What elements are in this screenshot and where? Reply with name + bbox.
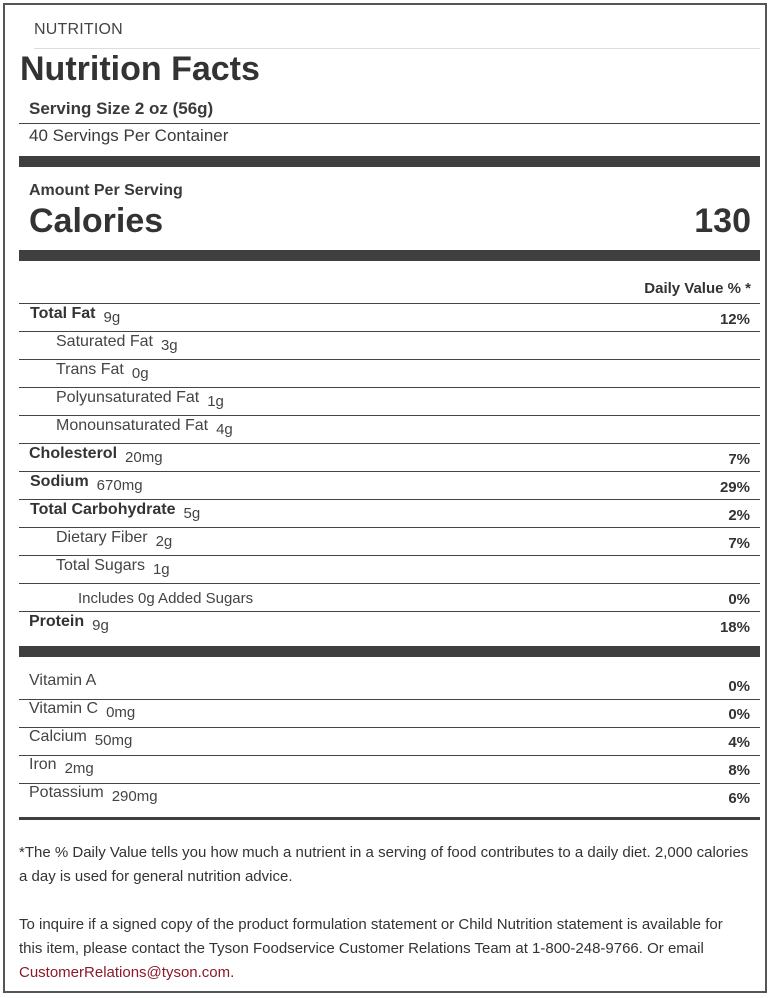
nutrient-row-added-sugars [19,584,760,612]
nutrient-dv: 18% [719,619,750,636]
serving-size: Serving Size 2 oz (56g) [29,99,214,118]
nutrient-row-monounsaturated-fat [19,416,760,444]
vitamin-label: Iron 2mg [29,756,94,777]
vitamin-row-vitamin-a [19,671,760,699]
amount-per-serving-label: Amount Per Serving [29,182,183,199]
nutrient-row-sodium [19,472,760,500]
nutrient-label: Saturated Fat 3g [56,333,178,354]
nutrient-row-total-sugars [19,556,760,584]
nutrient-dv: 12% [719,311,750,328]
nutrient-label: Protein 9g [29,613,109,634]
nutrient-row-polyunsaturated-fat [19,388,760,416]
vitamin-dv: 8% [728,762,750,779]
nutrient-label: Polyunsaturated Fat 1g [56,389,224,410]
nutrient-row-dietary-fiber [19,528,760,556]
nutrient-label: Cholesterol 20mg [29,445,163,466]
nutrient-dv: 2% [728,507,750,524]
page-title: Nutrition Facts [20,50,260,88]
nutrient-row-saturated-fat [19,332,760,360]
inquiry-footnote: To inquire if a signed copy of the product formulation statement or Child Nutrition statement is available for this item, please contact the Tyson Foodservice Customer Relations Team at 1-800-248-9766. Or email CustomerRelations@tyson.com. [19,916,723,981]
nutrient-label: Total Carbohydrate 5g [30,501,201,522]
section-label: NUTRITION [34,21,123,38]
thick-divider [19,156,760,167]
nutrient-label: Total Sugars 1g [56,557,170,578]
nutrient-row-protein [19,612,760,640]
nutrient-label: Trans Fat 0g [56,361,149,382]
vitamin-dv: 4% [728,734,750,751]
thick-divider [19,250,760,261]
divider [19,817,760,820]
vitamin-label: Calcium 50mg [29,728,133,749]
vitamin-label: Vitamin C 0mg [29,700,136,721]
daily-value-header: Daily Value % * [644,280,751,297]
vitamin-dv: 6% [728,790,750,807]
email-link[interactable]: CustomerRelations@tyson.com [19,964,231,981]
nutrient-row-total-fat [19,304,760,332]
nutrient-label: Includes 0g Added Sugars [78,590,254,607]
vitamin-dv: 0% [728,678,750,695]
nutrient-row-trans-fat [19,360,760,388]
vitamin-row-potassium [19,783,760,811]
thick-divider [19,646,760,657]
nutrient-dv: 7% [728,451,750,468]
vitamin-dv: 0% [728,706,750,723]
divider [34,48,760,49]
servings-per-container: 40 Servings Per Container [29,126,229,145]
vitamin-row-vitamin-c [19,699,760,727]
vitamin-label: Potassium 290mg [29,784,158,805]
calories-label: Calories [29,202,164,240]
nutrient-label: Sodium 670mg [30,473,143,494]
nutrient-dv: 29% [719,479,750,496]
nutrient-label: Monounsaturated Fat 4g [56,417,233,438]
nutrient-label: Dietary Fiber 2g [56,529,173,550]
nutrient-label: Total Fat 9g [30,305,121,326]
vitamin-row-iron [19,755,760,783]
daily-value-footnote: *The % Daily Value tells you how much a nutrient in a serving of food contributes to a daily diet. 2,000 calories a day is used for general nutrition advice. [19,844,749,885]
nutrient-dv: 0% [728,591,750,608]
nutrient-row-cholesterol [19,444,760,472]
divider [19,123,760,124]
nutrient-dv: 7% [728,535,750,552]
vitamin-label: Vitamin A [29,672,97,689]
calories-value: 130 [694,202,751,240]
nutrient-row-total-carbohydrate [19,500,760,528]
vitamin-row-calcium [19,727,760,755]
